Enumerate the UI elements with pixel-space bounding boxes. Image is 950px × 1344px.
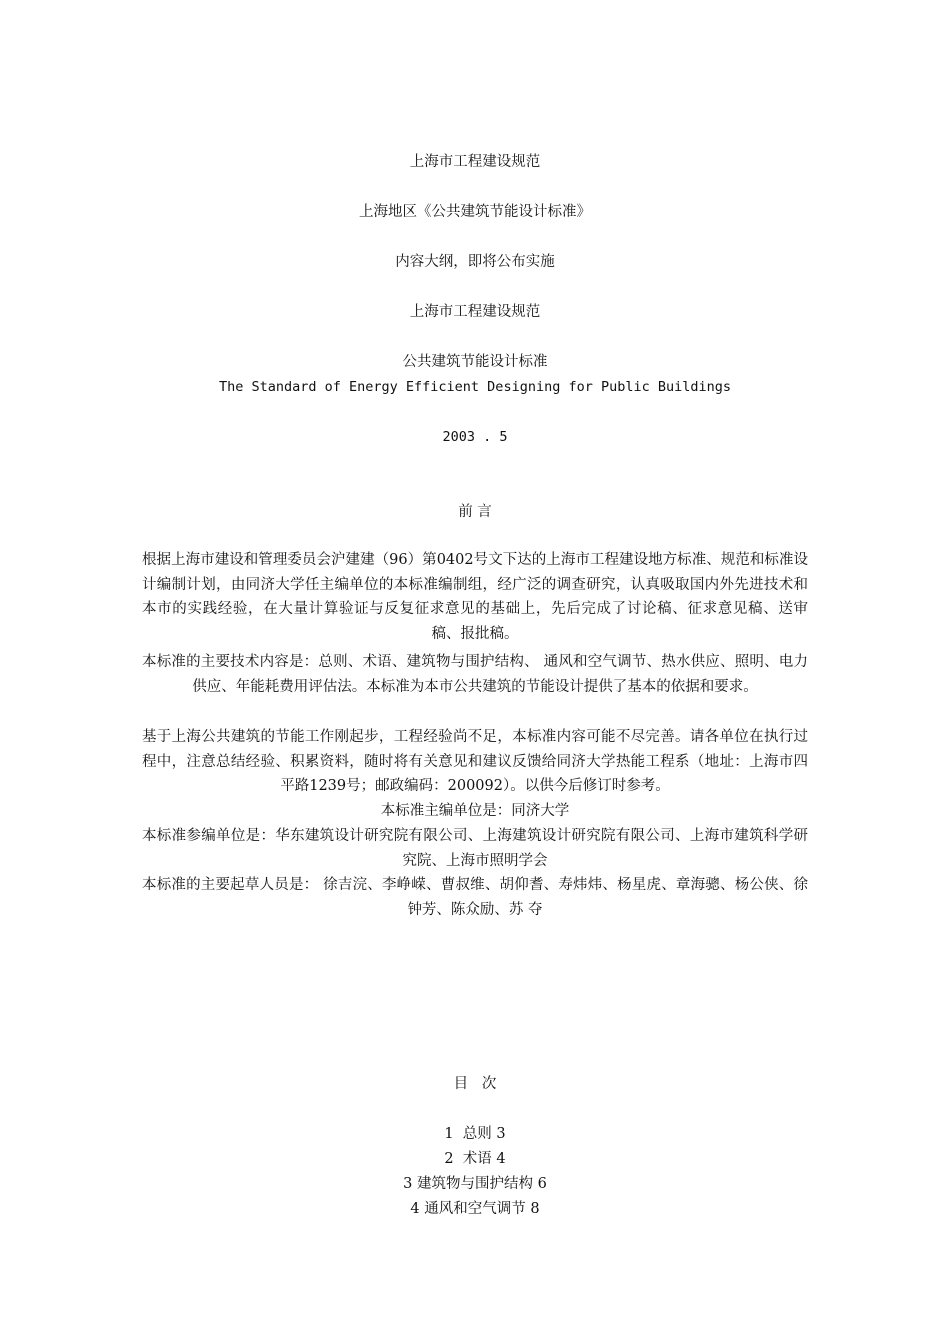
header-line-2: 上海地区《公共建筑节能设计标准》 [359,204,591,220]
header-line-3: 内容大纲，即将公布实施 [395,254,555,270]
toc-item: 3 建筑物与围护结构 6 [403,1176,547,1192]
toc-item: 2 术语 4 [444,1151,506,1167]
preface-paragraph-1: 根据上海市建设和管理委员会沪建建（96）第0402号文下达的上海市工程建设地方标准、规范和标准设计编制计划，由同济大学任主编单位的本标准编制组，经广泛的调查研究，认真吸取国内外先进技术和本市的实践经验，在大量计算验证与反复征求意见的基础上，先后完成了讨论稿、征求意见稿、送审稿、报批稿。 [142,552,808,642]
document-date: 2003 . 5 [442,429,508,445]
preface-heading: 前 言 [458,504,492,520]
title-english: The Standard of Energy Efficient Designing for Public Buildings [218,379,732,395]
preface-paragraph-3: 基于上海公共建筑的节能工作刚起步，工程经验尚不足，本标准内容可能不尽完善。请各单位在执行过程中，注意总结经验、积累资料，随时将有关意见和建议反馈给同济大学热能工程系（地址：上海市四平路1239号；邮政编码：200092）。以供今后修订时参考。 [142,729,808,794]
header-line-4: 上海市工程建设规范 [409,304,541,320]
toc-item: 4 通风和空气调节 8 [410,1201,540,1217]
header-line-1: 上海市工程建设规范 [409,154,541,170]
toc-heading: 目 次 [453,1076,497,1092]
preface-paragraph-2: 本标准的主要技术内容是：总则、术语、建筑物与围护结构、 通风和空气调节、热水供应、照明、电力供应、年能耗费用评估法。本标准为本市公共建筑的节能设计提供了基本的依据和要求。 [142,654,808,695]
preface-paragraph-4: 本标准主编单位是：同济大学 [380,803,570,819]
preface-paragraph-5: 本标准参编单位是：华东建筑设计研究院有限公司、上海建筑设计研究院有限公司、上海市建筑科学研究院、上海市照明学会 [142,828,808,869]
toc-item: 1 总则 3 [444,1126,506,1142]
preface-paragraph-6: 本标准的主要起草人员是： 徐吉浣、李峥嵘、曹叔维、胡仰耆、寿炜炜、杨星虎、章海骢、杨公侠、徐钟芳、陈众励、苏 夺 [142,877,808,918]
title-chinese: 公共建筑节能设计标准 [402,354,548,370]
